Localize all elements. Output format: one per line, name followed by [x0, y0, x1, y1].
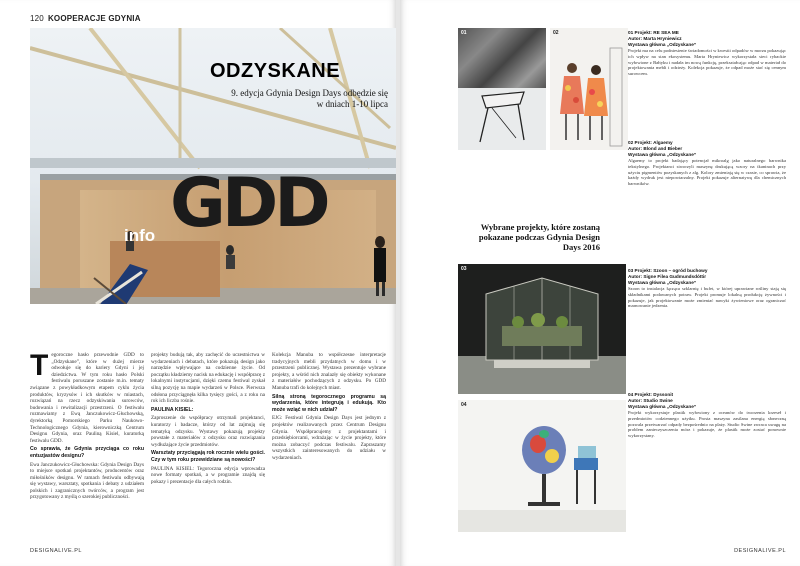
paragraph: projekty budują tak, aby zachęcić do uczestnictwa w wydarzeniach i debatach, które pokazują design jako narzędzie wpływające na codzienne życie. Od początku kładziemy nacisk na edukację i współpracę z lokalnymi instytucjami, dzięki czemu festiwal zyskał silną pozycję na mapie wydarzeń w Polsce. Pierwsza odsłona przyciągnęła kilka tysięcy gości, a z roku na rok ich liczba rośnie.	[151, 352, 265, 405]
article-title: ODZYSKANE	[210, 60, 341, 82]
paragraph: Kolekcja Manuba to współczesne interpretacje tradycyjnych mebli przydatnych w domu i w przestrzeni publicznej. Wystawa prezentuje wybrane projekty, a wśród nich znalazły się obiekty wykonane z materiałów pochodzących z odzysku. Po GDD Manuba trafi do kolejnych miast.	[272, 352, 386, 391]
photo-04-chairs	[458, 400, 626, 532]
photo-04	[458, 400, 626, 532]
project-text: Projekt wykorzystuje plastik wyłowiony z oceanów do tworzenia krzeseł i przedmiotów codziennego użytku. Prosta maszyna zasilana energią słoneczną pozwala przetwarzać odpady bezpośrednio na plaży. Studio Swine zwraca uwagę na problem zanieczyszczenia mórz i pokazuje, że plastik może zostać ponownie wykorzystany.	[628, 410, 786, 438]
project-04	[628, 392, 786, 438]
project-author: Autor: Blond and Bieber	[628, 145, 683, 151]
photo-03	[458, 264, 626, 394]
project-author: Autor: Marta Hryniewicz	[628, 35, 682, 41]
project-exhibit: Wystawa główna „Odzyskane”	[628, 151, 697, 157]
project-title: 03 Projekt: Szoon – ogród buchowy	[628, 268, 708, 273]
paragraph: Zaproszenie do współpracy otrzymali projektanci, kuratorzy i badacze, którzy od lat zajmują się tematyką odzysku. Wystawy pokazują projekty powstałe z materiałów z odzysku oraz rozwiązania wydłużające życie przedmiotów.	[151, 415, 265, 448]
dropcap: T	[30, 349, 49, 382]
photo-number: 03	[461, 266, 467, 272]
project-text: Szoon to instalacja łącząca szklarnię i bufet, w której uprawiane rośliny stają się składnikami podawanych potraw. Projekt promuje lokalną produkcję żywności i pokazuje, jak projektowanie może zmieniać nawyki żywieniowe oraz ograniczać marnowanie jedzenia.	[628, 286, 786, 309]
photo-number: 02	[553, 30, 559, 36]
running-head	[30, 14, 141, 23]
project-author: Autor: Signe Filea Gudmundsdóttir	[628, 273, 707, 279]
paragraph: EJG: Festiwal Gdynia Design Days jest jednym z projektów realizowanych przez Centrum Designu Gdynia. Współpracujemy z projektantami i przedsiębiorcami, wdrażając w życie projekty, które można zobaczyć podczas festiwalu. Zapraszamy wszystkich zainteresowanych do udziału w wydarzeniach.	[272, 415, 386, 461]
page-number: 120	[30, 14, 44, 23]
project-exhibit: Wystawa główna „Odzyskane”	[628, 279, 697, 285]
photo-02-models	[550, 28, 628, 150]
project-title: 02 Projekt: Algaemy	[628, 140, 673, 145]
project-author: Autor: Studio Swine	[628, 397, 673, 403]
project-03	[628, 268, 786, 309]
paragraph: PAULINA KISIEL: Tegoroczna edycja wprowadza nowe formaty spotkań, a w programie znajdą się pokazy i prezentacje dla całych rodzin.	[151, 465, 265, 485]
project-01	[628, 30, 786, 76]
project-02	[628, 140, 786, 186]
footer-right: DESIGNALIVE.PL	[734, 548, 786, 554]
photo-01	[458, 28, 546, 150]
photo-number: 01	[461, 30, 467, 36]
text-column-2	[151, 352, 265, 487]
question: Co sprawia, że Gdynia przyciąga co roku entuzjastów designu?	[30, 446, 144, 459]
footer-left: DESIGNALIVE.PL	[30, 548, 82, 554]
left-page	[0, 0, 396, 566]
photo-gdd-sign: GDD	[170, 164, 327, 243]
projects-heading: Wybrane projekty, które zostaną pokazane podczas Gdynia Design Days 2016	[478, 222, 600, 252]
question: Warsztaty przyciągają rok rocznie wielu gości. Czy w tym roku przewidziane są nowości?	[151, 450, 265, 463]
question: Silną stroną tegorocznego programu są wydarzenia, które integrują i edukują. Kto może wziąć w nich udział?	[272, 393, 386, 413]
paragraph: egoroczne hasło przewodnie GDD to „Odzyskane”, które w dużej mierze odwołuje się do kariery Gdyni i jej dziedzictwa. W tym roku hasło Polski festiwalu poruszane zostanie m.in. tematy związane z powykładkowym etapem cyklu życia produktów, kryzysów i ich skutków w miastach, rozwiązań na rzecz odzyskiwania surowców, budowania i rewitalizacji przestrzeni. O festiwalu rozmawiamy z Ewą Janczukowicz-Głuchowską, dyrektorką Pomorskiego Parku Naukowo-Technologicznego Gdynia, kierowniczką Centrum Designu Gdynia, oraz Pauliną Kisiel, kuratorką festiwalu GDD.	[30, 352, 144, 444]
photo-01-furniture	[458, 28, 546, 150]
paragraph: Ewa Janczukowicz-Głuchowska: Gdynia Design Days to miejsce spotkań projektantów, producentów oraz miłośników designu. W ramach festiwalu odbywają się wystawy, warsztaty, spotkania i debaty z udziałem polskich i zagranicznych twórców, a program jest przygotowany z myślą o szerokiej publiczności.	[30, 461, 144, 501]
text-column-1	[30, 349, 144, 503]
project-exhibit: Wystawa główna „Odzyskane”	[628, 41, 697, 47]
project-text: Algaemy to projekt badający potencjał mikroalg jako naturalnego barwnika tekstylnego. Projektanci stworzyli maszynę drukującą wzory na tkaninach przy użyciu pigmentów pozyskanych z alg. Kolory zmieniają się w czasie, co sprawia, że każdy wydruk jest niepowtarzalny. Projekt pokazuje alternatywę dla chemicznych barwników.	[628, 158, 786, 186]
question: PAULINA KISIEL:	[151, 406, 194, 413]
project-text: Projekt ma na celu podniesienie świadomości w kwestii odpadów w morzu pokazując ich wpływ na stan ekosystemu. Marta Hryniewicz wykorzystała sieci rybackie wyłowione z Bałtyku i nadała im nową funkcję, przekształcając odpad w materiał do projektowania mebli i odzieży. Kolekcja pokazuje, że odpad może stać się cennym surowcem.	[628, 48, 786, 76]
project-title: 04 Projekt: Dyssonit	[628, 392, 674, 397]
project-title: 01 Projekt: RE SEA ME	[628, 30, 679, 35]
photo-info-sign: info	[124, 226, 156, 245]
photo-03-greenhouse	[458, 264, 626, 394]
section-name: KOOPERACJE GDYNIA	[47, 14, 141, 23]
project-exhibit: Wystawa główna „Odzyskane”	[628, 403, 697, 409]
photo-number: 04	[461, 402, 467, 408]
photo-02	[550, 28, 628, 150]
article-subtitle: 9. edycja Gdynia Design Days odbędzie się w dniach 1-10 lipca	[231, 88, 388, 109]
text-column-3	[272, 352, 386, 464]
right-page	[400, 0, 800, 566]
